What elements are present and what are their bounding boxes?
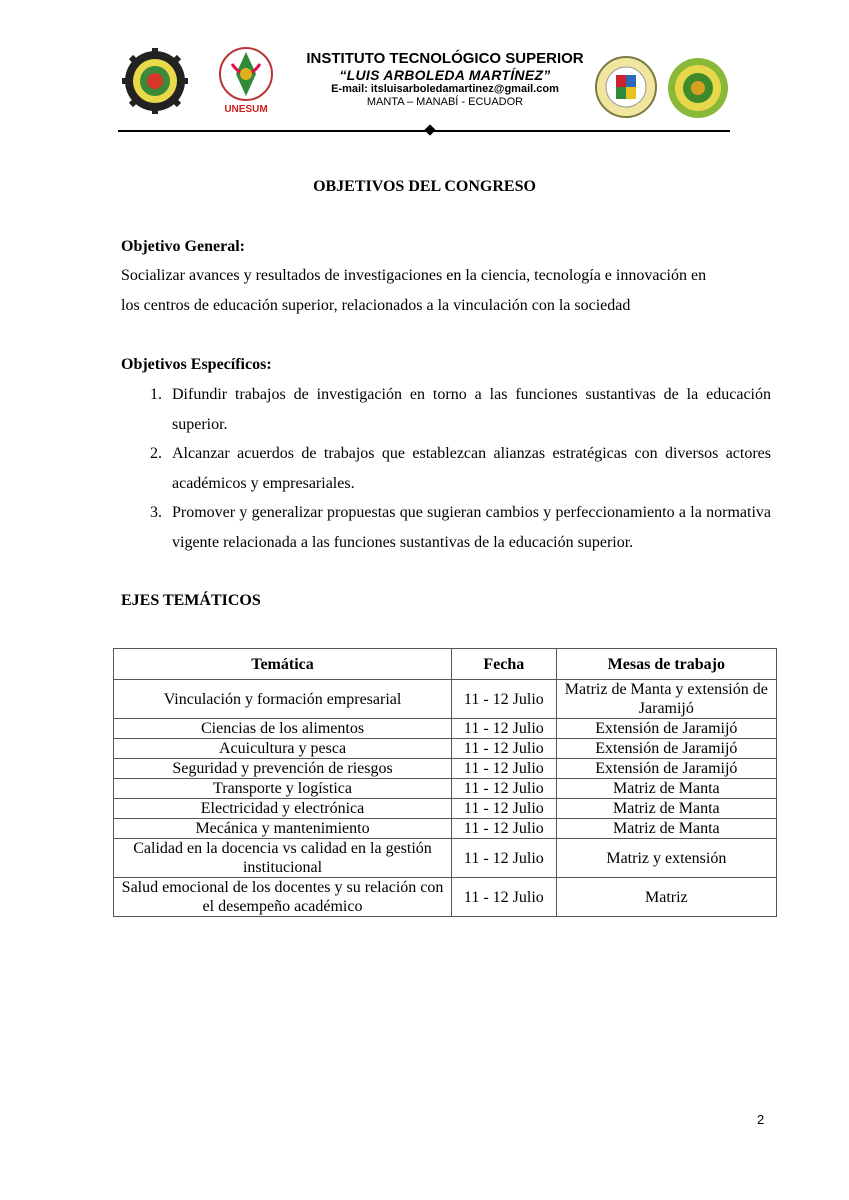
cell-fecha: 11 - 12 Julio [452,819,557,839]
cell-mesas: Matriz de Manta y extensión de Jaramijó [556,680,776,719]
cell-tematica: Vinculación y formación empresarial [114,680,452,719]
cell-mesas: Matriz de Manta [556,819,776,839]
list-item-number: 3. [150,504,162,521]
table-row [114,779,777,799]
cell-mesas: Matriz y extensión [556,839,776,878]
table-row [114,839,777,878]
cell-fecha: 11 - 12 Julio [452,680,557,719]
ejes-table-body [114,680,777,917]
cell-mesas: Matriz de Manta [556,779,776,799]
unesum-logo-text: UNESUM [224,104,268,115]
table-row [114,680,777,719]
ejes-heading: EJES TEMÁTICOS [121,592,261,609]
institution-patron: “LUIS ARBOLEDA MARTÍNEZ” [339,67,551,84]
cell-tematica: Calidad en la docencia vs calidad en la gestión institucional [114,839,452,878]
unesum-logo [212,44,280,116]
cell-mesas: Matriz de Manta [556,799,776,819]
cell-fecha: 11 - 12 Julio [452,779,557,799]
column-header-fecha: Fecha [452,649,557,680]
cell-mesas: Extensión de Jaramijó [556,719,776,739]
list-item-text: Promover y generalizar propuestas que sugieran cambios y perfeccionamiento a la normativa vigente relacionada a las funciones sustantivas de la educación superior. [172,504,771,551]
list-item [121,380,771,439]
general-objective-line: Socializar avances y resultados de investigaciones en la ciencia, tecnología e innovación en [121,267,707,284]
cell-fecha: 11 - 12 Julio [452,719,557,739]
cell-tematica: Seguridad y prevención de riesgos [114,759,452,779]
list-item-text: Difundir trabajos de investigación en torno a las funciones sustantivas de la educación superior. [172,386,771,433]
cell-fecha: 11 - 12 Julio [452,759,557,779]
cell-mesas: Matriz [556,878,776,917]
cell-fecha: 11 - 12 Julio [452,878,557,917]
cell-mesas: Extensión de Jaramijó [556,759,776,779]
cell-tematica: Mecánica y mantenimiento [114,819,452,839]
cell-tematica: Acuicultura y pesca [114,739,452,759]
cell-fecha: 11 - 12 Julio [452,839,557,878]
table-row [114,878,777,917]
table-row [114,799,777,819]
utm-shield-logo [594,55,658,119]
gear-seal-logo [122,48,188,114]
institution-name: INSTITUTO TECNOLÓGICO SUPERIOR [306,50,584,67]
list-item-number: 1. [150,386,162,403]
cell-fecha: 11 - 12 Julio [452,799,557,819]
cell-mesas: Extensión de Jaramijó [556,739,776,759]
table-row [114,739,777,759]
general-objective-text [121,261,771,321]
header-rule-diamond [424,124,435,135]
specific-objectives-list [121,380,771,557]
ejes-table [113,648,777,917]
page-title: OBJETIVOS DEL CONGRESO [313,178,536,195]
list-item-text: Alcanzar acuerdos de trabajos que establezcan alianzas estratégicas con diversos actores académicos y empresariales. [172,445,771,492]
general-objective-heading: Objetivo General: [121,238,245,255]
cell-tematica: Transporte y logística [114,779,452,799]
list-item [121,439,771,498]
page-number: 2 [757,1112,765,1127]
general-objective-line: los centros de educación superior, relacionados a la vinculación con la sociedad [121,297,631,314]
table-row [114,719,777,739]
column-header-tematica: Temática [114,649,452,680]
institution-email: E-mail: itsluisarboledamartinez@gmail.com [331,83,559,96]
cell-tematica: Ciencias de los alimentos [114,719,452,739]
institution-header [290,50,600,109]
specific-objectives-heading: Objetivos Específicos: [121,356,272,373]
table-row [114,819,777,839]
cell-tematica: Salud emocional de los docentes y su relación con el desempeño académico [114,878,452,917]
list-item [121,498,771,557]
table-row [114,759,777,779]
green-seal-logo [666,56,730,120]
institution-city: MANTA – MANABÍ - ECUADOR [366,95,524,108]
cell-tematica: Electricidad y electrónica [114,799,452,819]
list-item-number: 2. [150,445,162,462]
table-header-row [114,649,777,680]
column-header-mesas: Mesas de trabajo [556,649,776,680]
cell-fecha: 11 - 12 Julio [452,739,557,759]
